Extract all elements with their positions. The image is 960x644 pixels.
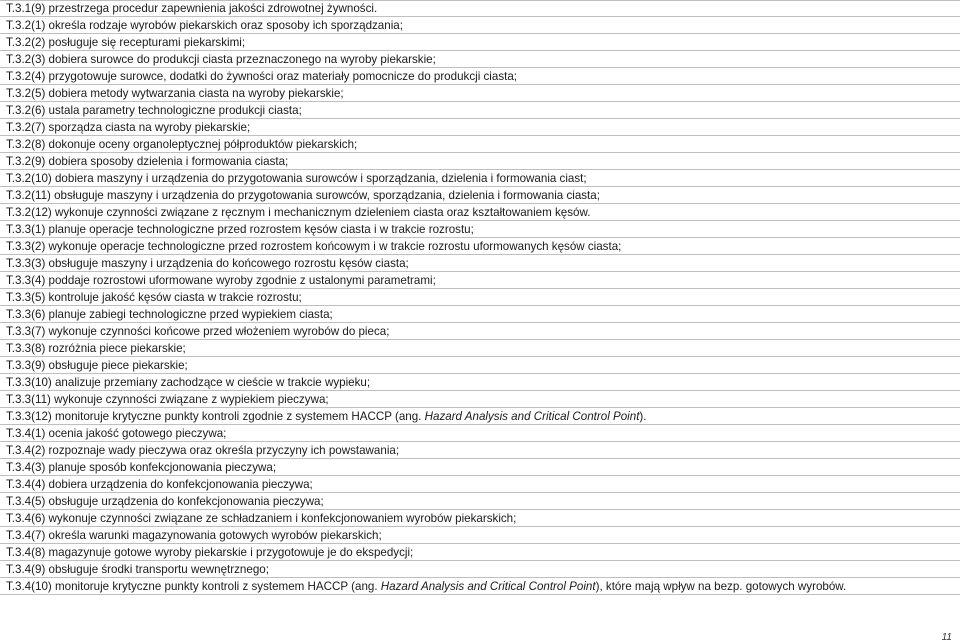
- list-item: [6, 204, 956, 221]
- item-text: T.3.2(7) sporządza ciasta na wyroby piekarskie;: [6, 121, 251, 134]
- list-item: [6, 51, 956, 68]
- list-item: [6, 289, 956, 306]
- item-text: T.3.4(5) obsługuje urządzenia do konfekcjonowania pieczywa;: [6, 495, 324, 508]
- item-text: T.3.2(8) dokonuje oceny organoleptycznej półproduktów piekarskich;: [6, 138, 358, 151]
- item-text: T.3.1(9) przestrzega procedur zapewnienia jakości zdrowotnej żywności.: [6, 2, 378, 15]
- item-text: T.3.2(5) dobiera metody wytwarzania ciasta na wyroby piekarskie;: [6, 87, 344, 100]
- item-text: T.3.2(12) wykonuje czynności związane z ręcznym i mechanicznym dzieleniem ciasta oraz kształtowaniem kęsów.: [6, 206, 591, 219]
- item-text: T.3.3(9) obsługuje piece piekarskie;: [6, 359, 188, 372]
- item-text: T.3.2(4) przygotowuje surowce, dodatki do żywności oraz materiały pomocnicze do produkcji ciasta;: [6, 70, 518, 83]
- top-divider: [0, 0, 960, 1]
- list-item: [6, 493, 956, 510]
- list-item: [6, 306, 956, 323]
- item-text: T.3.2(9) dobiera sposoby dzielenia i formowania ciasta;: [6, 155, 289, 168]
- item-text: T.3.4(1) ocenia jakość gotowego pieczywa;: [6, 427, 227, 440]
- list-item: [6, 238, 956, 255]
- list-item: [6, 17, 956, 34]
- list-item: [6, 187, 956, 204]
- list-item: [6, 442, 956, 459]
- item-text: T.3.2(2) posługuje się recepturami piekarskimi;: [6, 36, 246, 49]
- item-text: T.3.3(3) obsługuje maszyny i urządzenia do końcowego rozrostu kęsów ciasta;: [6, 257, 409, 270]
- list-item: [6, 272, 956, 289]
- list-item: [6, 34, 956, 51]
- item-text: T.3.2(1) określa rodzaje wyrobów piekarskich oraz sposoby ich sporządzania;: [6, 19, 403, 32]
- item-tail-text: ), które mają wpływ na bezp. gotowych wyrobów.: [595, 580, 847, 593]
- list-item: [6, 374, 956, 391]
- item-text: T.3.4(7) określa warunki magazynowania gotowych wyrobów piekarskich;: [6, 529, 382, 542]
- item-text: T.3.4(10) monitoruje krytyczne punkty kontroli z systemem HACCP (ang.: [6, 580, 381, 593]
- list-item: [6, 357, 956, 374]
- item-text: T.3.3(4) poddaje rozrostowi uformowane wyroby zgodnie z ustalonymi parametrami;: [6, 274, 436, 287]
- item-text: T.3.3(5) kontroluje jakość kęsów ciasta w trakcie rozrostu;: [6, 291, 302, 304]
- list-item: [6, 476, 956, 493]
- item-text: T.3.3(6) planuje zabiegi technologiczne przed wypiekiem ciasta;: [6, 308, 333, 321]
- list-item: [6, 561, 956, 578]
- list-item: [6, 85, 956, 102]
- item-text: T.3.4(4) dobiera urządzenia do konfekcjonowania pieczywa;: [6, 478, 313, 491]
- list-item: [6, 119, 956, 136]
- item-text: T.3.3(10) analizuje przemiany zachodzące w cieście w trakcie wypieku;: [6, 376, 371, 389]
- list-item: [6, 221, 956, 238]
- list-item: [6, 425, 956, 442]
- list-item: [6, 102, 956, 119]
- list-item: [6, 68, 956, 85]
- item-text: T.3.2(10) dobiera maszyny i urządzenia do przygotowania surowców i sporządzania, dzielenia i formowania ciast;: [6, 172, 587, 185]
- list-item: [6, 527, 956, 544]
- item-text: T.3.3(1) planuje operacje technologiczne przed rozrostem kęsów ciasta i w trakcie rozrostu;: [6, 223, 474, 236]
- list-item: [6, 544, 956, 561]
- item-text: T.3.4(6) wykonuje czynności związane ze schładzaniem i konfekcjonowaniem wyrobów piekarskich;: [6, 512, 517, 525]
- list-item: [6, 408, 956, 425]
- item-text: T.3.4(9) obsługuje środki transportu wewnętrznego;: [6, 563, 269, 576]
- item-text: T.3.4(3) planuje sposób konfekcjonowania pieczywa;: [6, 461, 277, 474]
- list-item: [6, 340, 956, 357]
- item-text: T.3.2(6) ustala parametry technologiczne produkcji ciasta;: [6, 104, 302, 117]
- item-text: T.3.3(11) wykonuje czynności związane z wypiekiem pieczywa;: [6, 393, 329, 406]
- list-item: [6, 510, 956, 527]
- list-item: [6, 255, 956, 272]
- list-item: [6, 323, 956, 340]
- item-text: T.3.4(8) magazynuje gotowe wyroby piekarskie i przygotowuje je do ekspedycji;: [6, 546, 414, 559]
- item-text: T.3.2(3) dobiera surowce do produkcji ciasta przeznaczonego na wyroby piekarskie;: [6, 53, 436, 66]
- list-item: [6, 578, 956, 595]
- list-item: [6, 391, 956, 408]
- page-number: 11: [941, 632, 952, 643]
- list-item: [6, 170, 956, 187]
- item-italic-text: Hazard Analysis and Critical Control Point: [424, 410, 640, 423]
- item-text: T.3.3(2) wykonuje operacje technologiczne przed rozrostem końcowym i w trakcie rozrostu uformowanych kęsów ciasta;: [6, 240, 622, 253]
- item-text: T.3.2(11) obsługuje maszyny i urządzenia do przygotowania surowców, sporządzania, dzielenia i formowania ciasta;: [6, 189, 600, 202]
- item-text: T.3.3(7) wykonuje czynności końcowe przed włożeniem wyrobów do pieca;: [6, 325, 390, 338]
- item-text: T.3.3(8) rozróżnia piece piekarskie;: [6, 342, 186, 355]
- list-item: [6, 0, 956, 17]
- list-item: [6, 136, 956, 153]
- item-tail-text: ).: [639, 410, 647, 423]
- item-text: T.3.3(12) monitoruje krytyczne punkty kontroli zgodnie z systemem HACCP (ang.: [6, 410, 425, 423]
- list-item: [6, 459, 956, 476]
- item-text: T.3.4(2) rozpoznaje wady pieczywa oraz określa przyczyny ich powstawania;: [6, 444, 400, 457]
- list-item: [6, 153, 956, 170]
- item-italic-text: Hazard Analysis and Critical Control Point: [380, 580, 596, 593]
